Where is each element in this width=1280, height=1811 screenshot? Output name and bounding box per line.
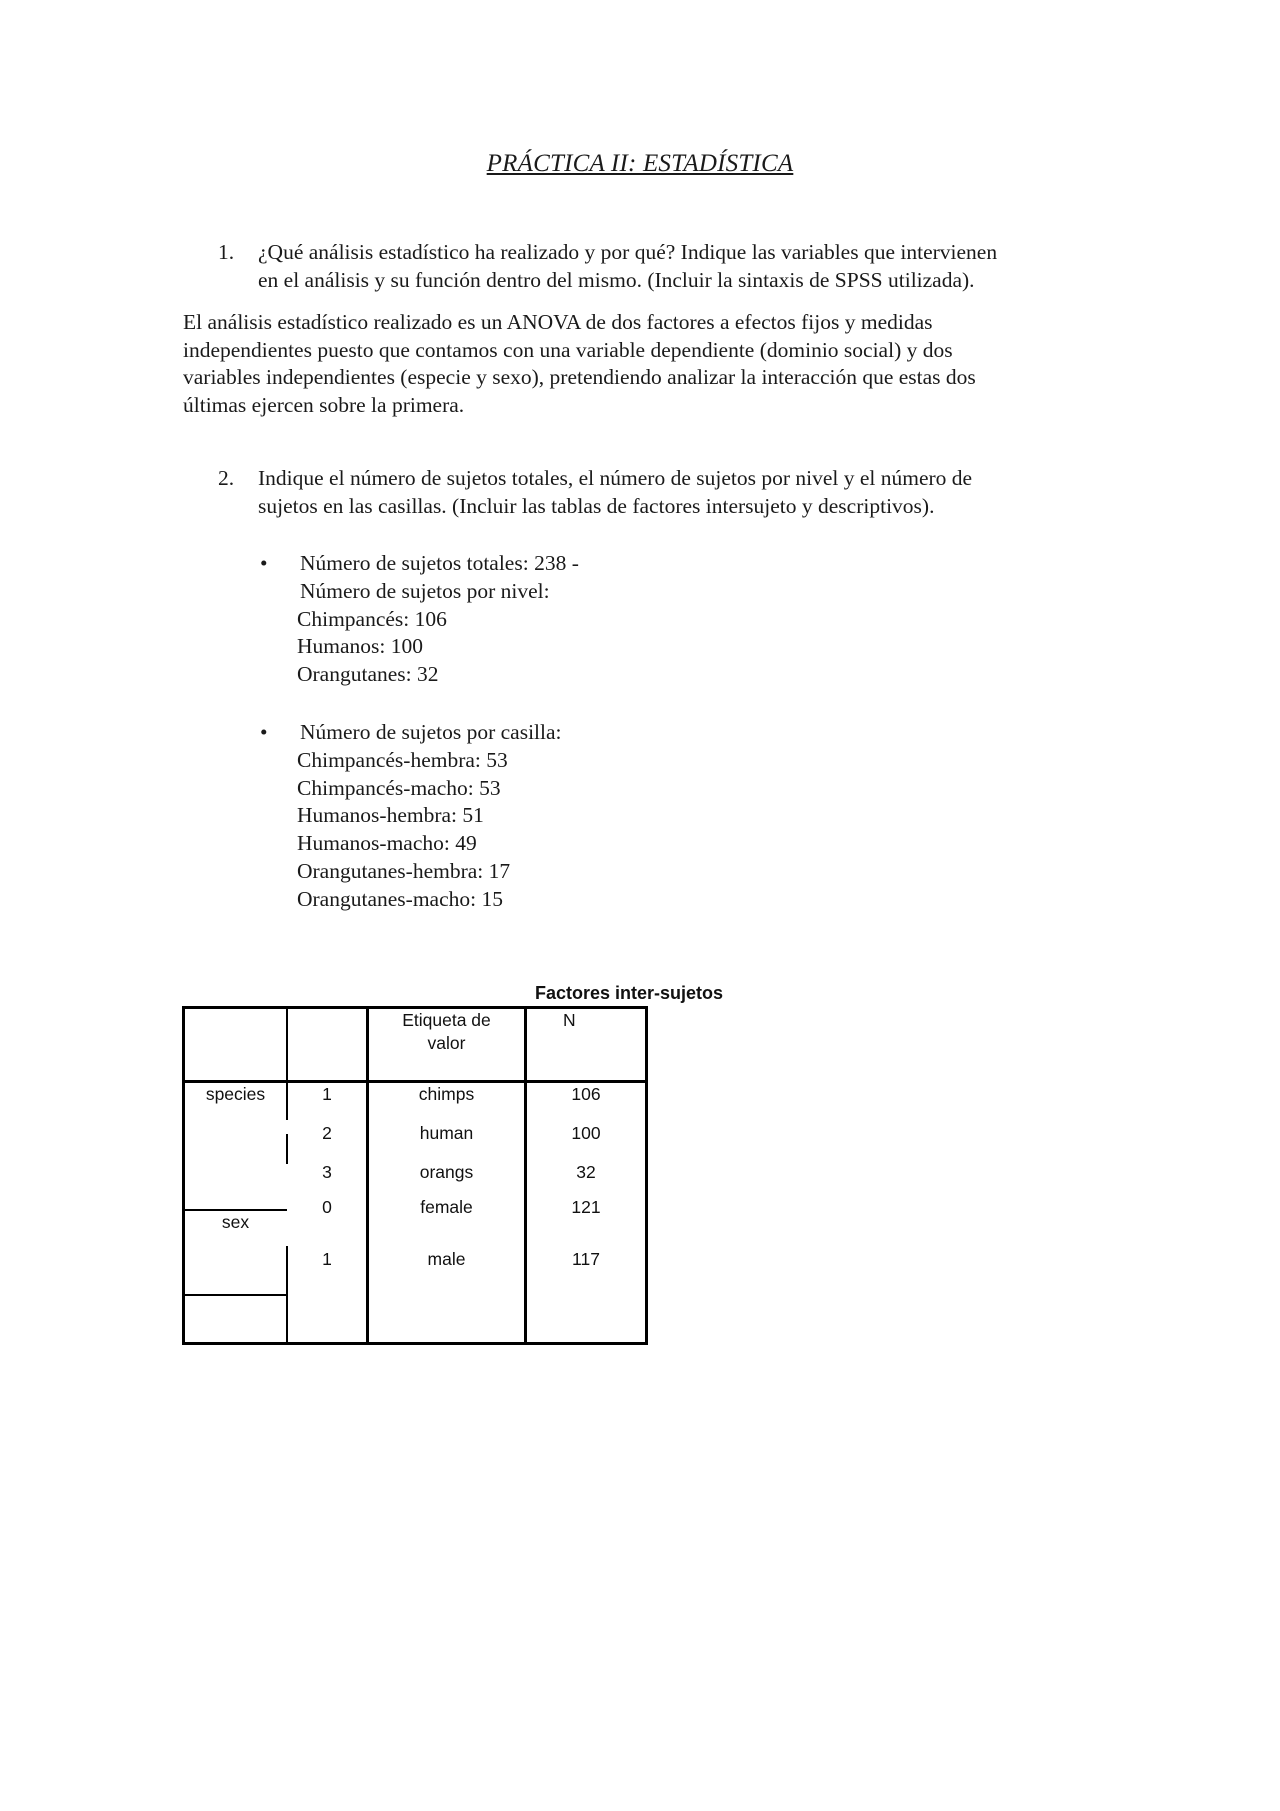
list-item: Humanos: 100 <box>297 634 424 659</box>
question-line: ¿Qué análisis estadístico ha realizado y por qué? Indique las variables que intervienen <box>258 240 998 264</box>
list-item: Número de sujetos por nivel: <box>300 578 550 603</box>
paragraph-line: El análisis estadístico realizado es un ANOVA de dos factores a efectos fijos y medidas <box>183 310 933 334</box>
table-cell-code: 3 <box>322 1162 332 1182</box>
table-cell-label: orangs <box>419 1162 474 1182</box>
list-item: Humanos-macho: 49 <box>297 831 477 856</box>
paragraph-line: últimas ejercen sobre la primera. <box>183 392 465 417</box>
bullet-icon: • <box>260 720 268 744</box>
header-value-label <box>369 1009 524 1055</box>
factor-label-species: species <box>205 1084 266 1104</box>
table-cell-code: 2 <box>322 1123 332 1143</box>
question-text <box>258 238 1078 294</box>
table-cell-n: 106 <box>571 1084 601 1104</box>
list-head-text: Número de sujetos por casilla: <box>300 720 562 744</box>
list-item: Chimpancés-hembra: 53 <box>297 747 508 772</box>
list-item: Orangutanes: 32 <box>297 662 439 687</box>
list-item: Chimpancés-macho: 53 <box>297 775 501 800</box>
question-line: Indique el número de sujetos totales, el número de sujetos por nivel y el número de <box>258 466 973 490</box>
table-cell-label: human <box>419 1123 474 1143</box>
header-label-line: valor <box>427 1033 466 1053</box>
list-head-text: Número de sujetos totales: 238 - <box>300 551 579 575</box>
question-number: 2. <box>218 466 235 490</box>
row-rule <box>182 1294 287 1296</box>
list-item: Humanos-hembra: 51 <box>297 803 484 828</box>
table-border-right <box>645 1006 648 1345</box>
table-cell-code: 1 <box>322 1249 332 1269</box>
list-item: Chimpancés: 106 <box>297 606 447 631</box>
header-label-line: Etiqueta de <box>402 1010 491 1030</box>
table-caption: Factores inter-sujetos <box>535 983 724 1003</box>
subjects-list-cells <box>260 719 860 914</box>
table-cell-n: 100 <box>571 1123 601 1143</box>
list-item: Orangutanes-macho: 15 <box>297 886 503 911</box>
table-cell-label: female <box>420 1197 473 1217</box>
question-1 <box>218 238 1078 294</box>
question-number: 1. <box>218 240 235 264</box>
table-cell-label: chimps <box>418 1084 475 1104</box>
list-item <box>260 719 860 747</box>
question-line: en el análisis y su función dentro del mismo. (Incluir la sintaxis de SPSS utilizada). <box>258 268 975 292</box>
header-n: N <box>563 1010 576 1030</box>
question-line: sujetos en las casillas. (Incluir las tablas de factores intersujeto y descriptivos). <box>258 494 935 518</box>
answer-paragraph <box>183 309 1083 419</box>
list-item <box>260 550 860 578</box>
table-cell-label: male <box>427 1249 466 1269</box>
list-item: Orangutanes-hembra: 17 <box>297 858 511 883</box>
paragraph-line: independientes puesto que contamos con una variable dependiente (dominio social) y dos <box>183 337 953 362</box>
table-cell-code: 1 <box>322 1084 332 1104</box>
table-cell-n: 117 <box>572 1249 600 1269</box>
table-cell-n: 121 <box>571 1197 601 1217</box>
bullet-icon: • <box>260 551 268 575</box>
table-border-bottom <box>182 1342 648 1345</box>
paragraph-line: variables independientes (especie y sexo), pretendiendo analizar la interacción que estas dos <box>183 365 976 389</box>
table-cell-code: 0 <box>322 1197 332 1217</box>
question-2 <box>218 464 1078 520</box>
page-title: PRÁCTICA II: ESTADÍSTICA <box>486 150 794 177</box>
table-cell-n: 32 <box>576 1162 596 1182</box>
between-subjects-factors-table <box>182 1006 648 1345</box>
factor-label-sex: sex <box>221 1212 250 1232</box>
question-text <box>258 464 1078 520</box>
subjects-list-levels <box>260 550 860 689</box>
